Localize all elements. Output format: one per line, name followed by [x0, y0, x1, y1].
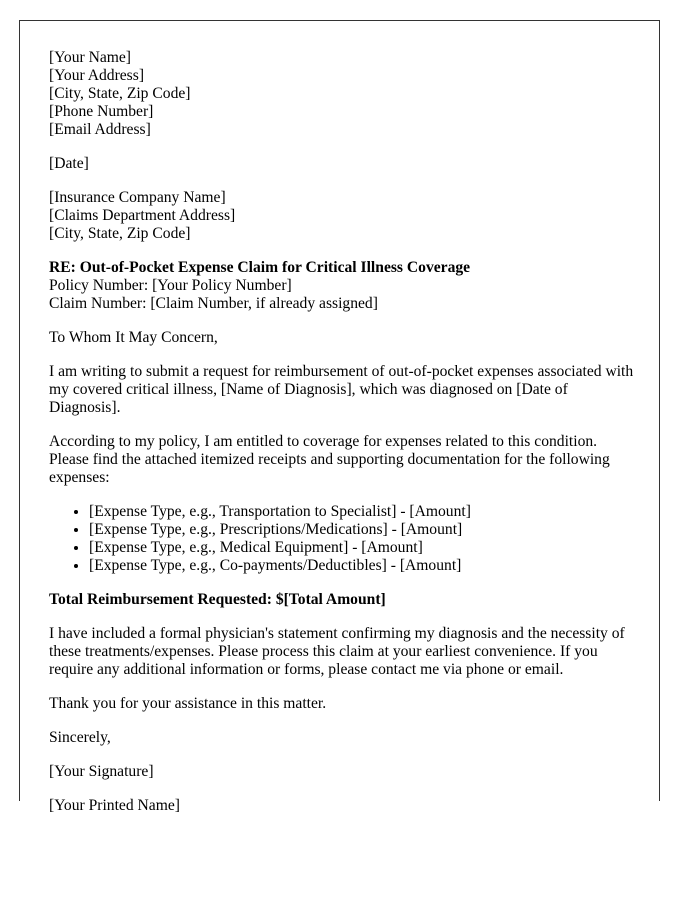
letter-body [49, 49, 639, 831]
printed-name: [Your Printed Name] [49, 797, 180, 814]
sender-phone: [Phone Number] [49, 103, 154, 120]
sender-city-state-zip: [City, State, Zip Code] [49, 85, 191, 102]
letter-date: [Date] [49, 155, 89, 172]
recipient-address: [Claims Department Address] [49, 207, 236, 224]
signature: [Your Signature] [49, 763, 154, 780]
expense-item: • [Expense Type, e.g., Prescriptions/Medications] - [Amount] [89, 521, 639, 539]
sender-block [49, 49, 639, 139]
salutation: To Whom It May Concern, [49, 329, 218, 346]
sender-address: [Your Address] [49, 67, 145, 84]
recipient-city-state-zip: [City, State, Zip Code] [49, 225, 191, 242]
reference-block [49, 259, 639, 313]
paragraph-coverage: According to my policy, I am entitled to coverage for expenses related to this condition. Please find the attached itemized receipts and supporting documentation for the following expenses: [49, 433, 610, 486]
expense-item: • [Expense Type, e.g., Medical Equipment] - [Amount] [89, 539, 639, 557]
expense-list [49, 503, 639, 575]
paragraph-intro: I am writing to submit a request for reimbursement of out-of-pocket expenses associated with my covered critical illness, [Name of Diagnosis], which was diagnosed on [Date of Diagnosis]. [49, 363, 634, 416]
thanks-line: Thank you for your assistance in this matter. [49, 695, 327, 712]
paragraph-physician: I have included a formal physician's statement confirming my diagnosis and the necessity of these treatments/expenses. Please process this claim at your earliest convenience. If you require any additional information or forms, please contact me via phone or email. [49, 625, 625, 678]
policy-number: Policy Number: [Your Policy Number] [49, 277, 292, 294]
total-requested: Total Reimbursement Requested: $[Total Amount] [49, 591, 386, 608]
subject-line: RE: Out-of-Pocket Expense Claim for Critical Illness Coverage [49, 259, 471, 276]
recipient-block [49, 189, 639, 243]
claim-number: Claim Number: [Claim Number, if already assigned] [49, 295, 378, 312]
closing: Sincerely, [49, 729, 111, 746]
letter-page [19, 20, 660, 814]
sender-email: [Email Address] [49, 121, 151, 138]
expense-item: • [Expense Type, e.g., Co-payments/Deductibles] - [Amount] [89, 557, 639, 575]
expense-item: • [Expense Type, e.g., Transportation to Specialist] - [Amount] [89, 503, 639, 521]
sender-name: [Your Name] [49, 49, 132, 66]
recipient-company: [Insurance Company Name] [49, 189, 226, 206]
